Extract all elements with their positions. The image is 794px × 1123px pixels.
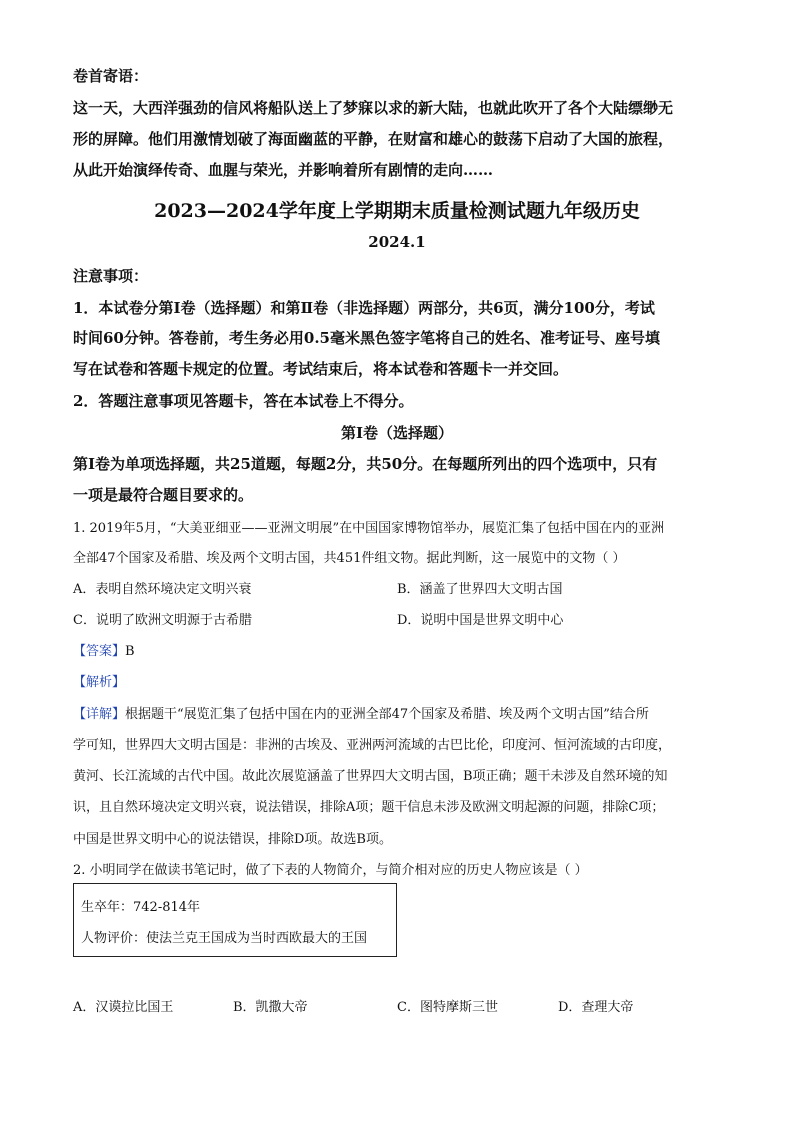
q2-option-b: B．凯撒大帝 <box>233 1000 308 1015</box>
q1-stem-line-1: 1. 2019年5月，“大美亚细亚——亚洲文明展”在中国国家博物馆举办，展览汇集了包括中国在内的亚洲 <box>73 521 665 536</box>
q1-answer <box>73 640 135 659</box>
detail-text-1: 根据题干“展览汇集了包括中国在内的亚洲全部47个国家及希腊、埃及两个文明古国”结合所 <box>125 707 649 722</box>
q1-detail-line-4: 识，且自然环境决定文明兴衰，说法错误，排除A项；题干信息未涉及欧洲文明起源的问题，排除C项； <box>73 800 665 815</box>
q1-detail-line-2: 学可知，世界四大文明古国是：非洲的古埃及、亚洲两河流域的古巴比伦，印度河、恒河流域的古印度， <box>73 738 672 753</box>
notice-line-2: 时间60分钟。答卷前，考生务必用0.5毫米黑色签字笔将自己的姓名、准考证号、座号填 <box>73 329 660 347</box>
q2-info-box <box>73 883 397 957</box>
q1-option-c: C．说明了欧洲文明源于古希腊 <box>73 613 252 628</box>
notice-line-4: 2．答题注意事项见答题卡，答在本试卷上不得分。 <box>73 392 414 410</box>
q1-stem-line-2: 全部47个国家及希腊、埃及两个文明古国，共451件组文物。据此判断，这一展览中的文物（ ） <box>73 551 626 566</box>
q2-option-d: D．查理大帝 <box>558 1000 634 1015</box>
exam-date: 2024.1 <box>368 233 426 251</box>
preface-heading: 卷首寄语： <box>73 67 149 85</box>
q2-box-line-1: 生卒年：742-814年 <box>81 900 201 915</box>
preface-line-2: 形的屏障。他们用激情划破了海面幽蓝的平静，在财富和雄心的鼓荡下启动了大国的旅程， <box>73 130 674 148</box>
q1-option-b: B．涵盖了世界四大文明古国 <box>397 582 563 597</box>
q1-analysis <box>73 671 125 690</box>
q1-detail-line-5: 中国是世界文明中心的说法错误，排除D项。故选B项。 <box>73 832 392 847</box>
notice-heading: 注意事项： <box>73 267 149 285</box>
q2-box-line-2: 人物评价：使法兰克王国成为当时西欧最大的王国 <box>81 931 368 946</box>
q2-option-a: A．汉谟拉比国王 <box>73 1000 174 1015</box>
section-line-2: 一项是最符合题目要求的。 <box>73 486 254 504</box>
notice-line-3: 写在试卷和答题卡规定的位置。考试结束后，将本试卷和答题卡一并交回。 <box>73 360 569 378</box>
detail-tag: 【详解】 <box>73 707 126 722</box>
section-heading: 第Ⅰ卷（选择题） <box>340 424 454 442</box>
notice-line-1: 1．本试卷分第Ⅰ卷（选择题）和第Ⅱ卷（非选择题）两部分，共6页，满分100分，考试 <box>73 299 655 317</box>
section-line-1: 第Ⅰ卷为单项选择题，共25道题，每题2分，共50分。在每题所列出的四个选项中，只有 <box>73 455 658 473</box>
q1-detail-line-1 <box>73 703 649 722</box>
answer-tag: 【答案】 <box>73 644 126 659</box>
answer-value: B <box>125 644 135 659</box>
q2-option-c: C．图特摩斯三世 <box>397 1000 498 1015</box>
preface-line-1: 这一天，大西洋强劲的信风将船队送上了梦寐以求的新大陆，也就此吹开了各个大陆缥缈无 <box>73 99 674 117</box>
analysis-tag: 【解析】 <box>73 675 126 690</box>
q2-stem: 2. 小明同学在做读书笔记时，做了下表的人物简介，与简介相对应的历史人物应该是（ ） <box>73 863 588 878</box>
preface-line-3: 从此开始演绎传奇、血腥与荣光，并影响着所有剧情的走向…… <box>73 161 494 179</box>
q1-detail-line-3: 黄河、长江流域的古代中国。故此次展览涵盖了世界四大文明古国，B项正确；题干未涉及自然环境的知 <box>73 769 668 784</box>
q1-option-a: A．表明自然环境决定文明兴衰 <box>73 582 252 597</box>
exam-title: 2023—2024学年度上学期期末质量检测试题九年级历史 <box>154 200 640 222</box>
q1-option-d: D．说明中国是世界文明中心 <box>397 613 564 628</box>
